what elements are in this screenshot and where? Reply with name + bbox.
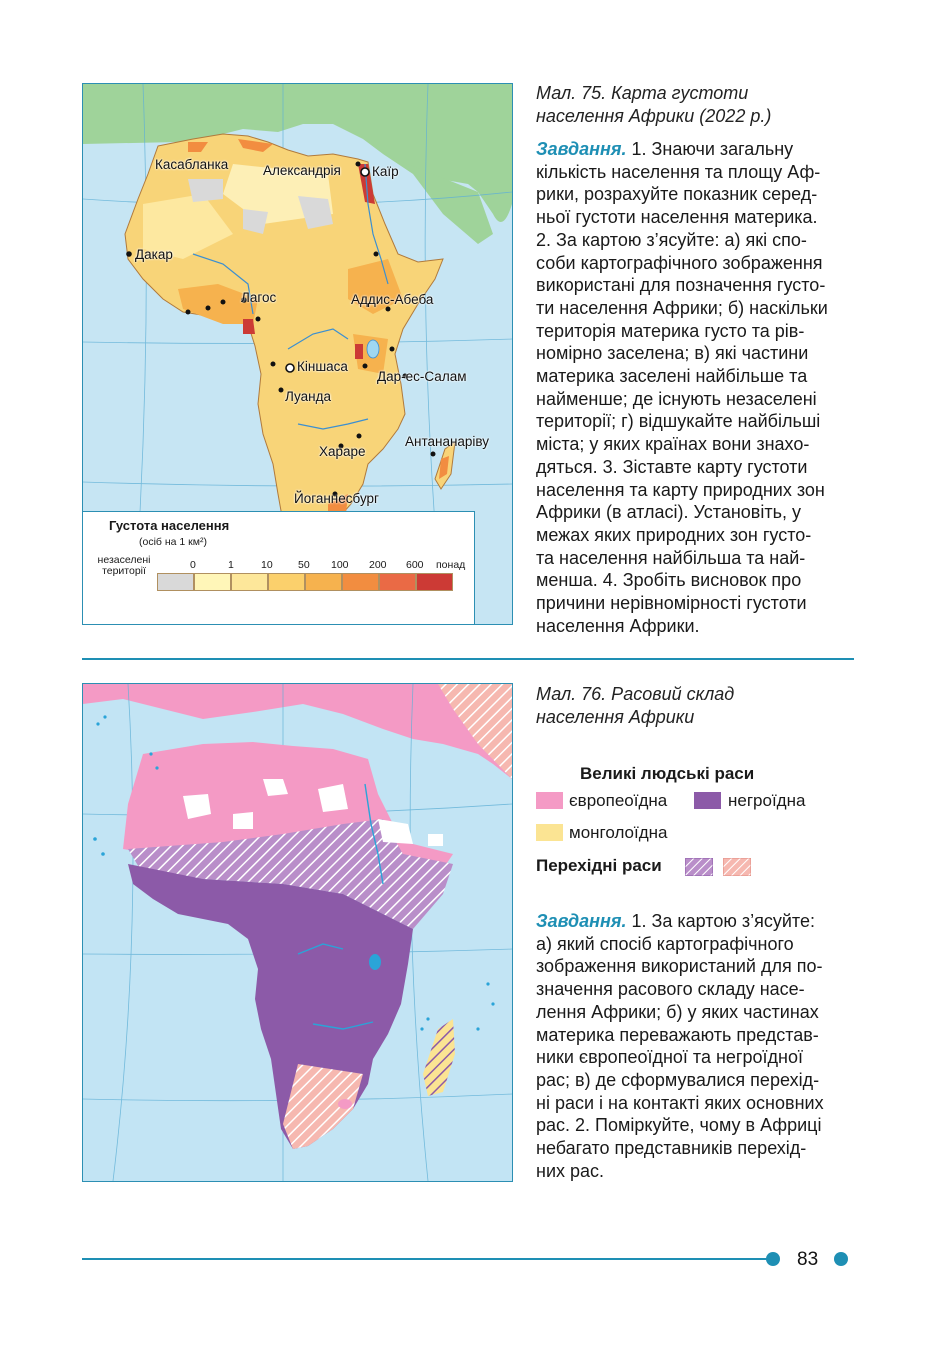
page-ornament-right — [834, 1252, 848, 1266]
city-label-dakar: Дакар — [135, 247, 173, 262]
tick-10: 10 — [261, 559, 273, 571]
city-label-cairo: Каїр — [372, 164, 399, 179]
task-2-label: Завдання. — [536, 911, 627, 931]
legend-cell-10-50 — [268, 573, 305, 591]
task-1-line: території; г) відшукайте найбільші — [536, 411, 821, 432]
task-2-line: а) який спосіб картографічного — [536, 933, 794, 954]
task-2-line: ники європеоїдної та негроїдної — [536, 1047, 803, 1068]
tick-0: 0 — [190, 559, 196, 571]
city-label-antananarivo: Антананаріву — [405, 434, 490, 449]
task-1-label: Завдання. — [536, 139, 627, 159]
task-2-line: зображення використаний для по- — [536, 956, 823, 977]
task-1-line: використані для позначення густо- — [536, 275, 826, 296]
legend-cell-200-600 — [379, 573, 416, 591]
figure-76-caption — [536, 683, 734, 729]
city-label-alexandria: Александрія — [263, 163, 341, 178]
task-1-line: населення Африки. — [536, 615, 700, 636]
density-legend-title: Густота населення — [109, 518, 230, 533]
task-1-line: міста; у яких країнах вони знахо- — [536, 434, 810, 455]
legend-swatch-transitional-purple — [685, 858, 713, 876]
task-1-line: та населення найбільша та най- — [536, 547, 806, 568]
task-2-line: рас; в) де сформувалися перехід- — [536, 1069, 820, 1090]
legend-cell-0-1 — [194, 573, 231, 591]
task-1-line: 2. За картою з’ясуйте: а) які спо- — [536, 229, 807, 250]
population-density-map — [82, 83, 513, 625]
task-1-line: номірно заселена; в) які частини — [536, 343, 809, 364]
task-2-line: ні раси і на контакті яких основних — [536, 1092, 824, 1113]
task-1-text — [536, 138, 854, 637]
density-legend — [83, 511, 475, 625]
task-1-line: найменше; де існують незаселені — [536, 388, 817, 409]
task-1-line: менша. 4. Зробіть висновок про — [536, 570, 802, 591]
tick-200: 200 — [369, 559, 387, 571]
footer-line — [82, 1258, 770, 1260]
legend-cell-uninhabited — [157, 573, 194, 591]
task-1-line: ти населення Африки; б) наскільки — [536, 297, 828, 318]
task-1-line: соби картографічного зображення — [536, 252, 823, 273]
legend-label-negroid: негроїдна — [728, 791, 806, 810]
figure-76-caption-line1: Мал. 76. Расовий склад — [536, 684, 735, 704]
uninhabited-label: незаселені території — [97, 554, 151, 577]
city-label-addis-ababa: Аддис-Абеба — [351, 292, 434, 307]
city-label-luanda: Луанда — [285, 389, 331, 404]
task-1-line: ньої густоти населення материка. — [536, 207, 818, 228]
legend-swatch-europeoid — [536, 792, 563, 809]
task-2-line: рас. 2. Поміркуйте, чому в Африці — [536, 1115, 822, 1136]
city-label-johannesburg: Йоганнесбург — [294, 491, 379, 506]
task-1-line: населення та карту природних зон — [536, 479, 825, 500]
task-2-line: лення Африки; б) у яких частинах — [536, 1001, 819, 1022]
task-1-line: територія материка густо та рів- — [536, 320, 805, 341]
task-2-line: них рас. — [536, 1160, 605, 1181]
task-1-line: рики, розрахуйте показник серед- — [536, 184, 818, 205]
task-2-text — [536, 910, 854, 1182]
page-number: 83 — [797, 1249, 819, 1270]
legend-swatch-transitional-pink — [723, 858, 751, 876]
tick-100: 100 — [331, 559, 349, 571]
legend-cell-1-10 — [231, 573, 268, 591]
city-label-lagos: Лагос — [241, 290, 277, 305]
legend-swatch-mongoloid — [536, 824, 563, 841]
figure-75-caption-line1: Мал. 75. Карта густоти — [536, 83, 749, 103]
figure-75-caption-line2: населення Африки (2022 р.) — [536, 106, 772, 126]
legend-cell-100-200 — [342, 573, 379, 591]
city-label-harare: Хараре — [319, 444, 366, 459]
legend-cell-50-100 — [305, 573, 342, 591]
racial-composition-map — [82, 683, 513, 1182]
race-legend-title: Великі людські раси — [580, 764, 755, 783]
task-1-line: дяться. 3. Зіставте карту густоти — [536, 456, 808, 477]
task-1-line: Африки (в атласі). Установіть, у — [536, 502, 801, 523]
figure-76-caption-line2: населення Африки — [536, 707, 695, 727]
legend-cell-over-600 — [416, 573, 453, 591]
task-2-line: значення расового складу насе- — [536, 979, 805, 1000]
page-ornament-left — [766, 1252, 780, 1266]
section-divider — [82, 658, 854, 660]
task-1-line: кількість населення та площу Аф- — [536, 161, 821, 182]
task-2-line: небагато представників перехід- — [536, 1138, 807, 1159]
city-label-kinshasa: Кіншаса — [297, 359, 348, 374]
task-1-line: межах яких природних зон густо- — [536, 524, 812, 545]
racial-composition-map-graphic — [83, 684, 512, 1181]
city-label-dar-es-salaam: Дар-ес-Салам — [377, 369, 467, 384]
tick-over: понад — [436, 559, 466, 571]
task-1-line: материка заселені найбільше та — [536, 366, 808, 387]
density-legend-subtitle: (осіб на 1 км²) — [139, 536, 207, 548]
tick-1: 1 — [228, 559, 234, 571]
tick-50: 50 — [298, 559, 310, 571]
legend-label-mongoloid: монголоїдна — [569, 823, 668, 842]
task-2-line: 1. За картою з’ясуйте: — [631, 911, 815, 931]
tick-600: 600 — [406, 559, 424, 571]
legend-label-europeoid: європеоїдна — [569, 791, 668, 810]
task-1-line: причини нерівномірності густоти — [536, 593, 807, 614]
figure-75-caption — [536, 82, 771, 128]
transitional-races-label: Перехідні раси — [536, 856, 662, 875]
city-label-casablanca: Касабланка — [155, 157, 229, 172]
task-2-line: материка переважають представ- — [536, 1024, 819, 1045]
legend-swatch-negroid — [694, 792, 721, 809]
task-1-line: 1. Знаючи загальну — [631, 139, 794, 159]
